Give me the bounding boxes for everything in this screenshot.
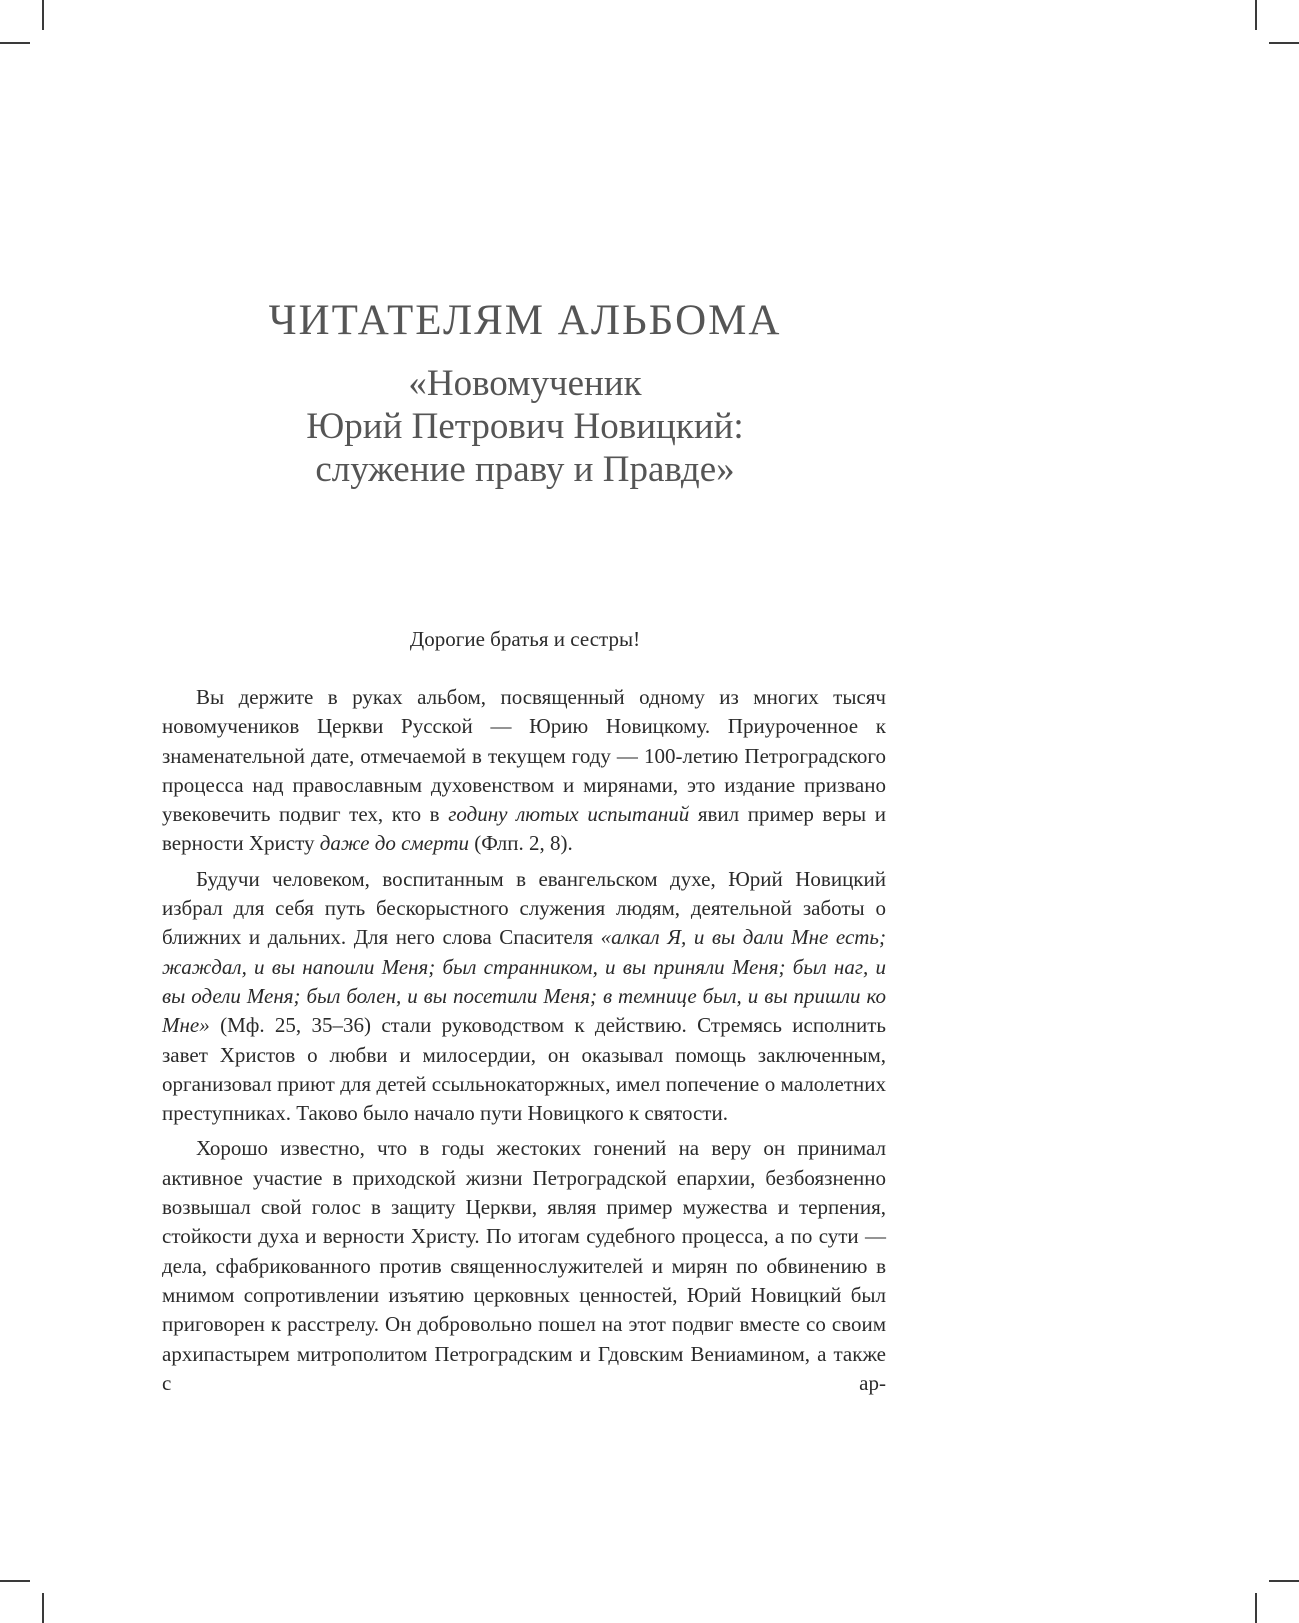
paragraph (162, 1134, 886, 1398)
crop-mark (42, 0, 44, 30)
text-run: Будучи человеком, воспитанным в евангельском духе, Юрий Новицкий избрал для себя путь бескорыстного служения людям, деятельной заботы о ближних и дальних. Для него слова Спасителя (162, 866, 886, 950)
subtitle-line: Юрий Петрович Новицкий: (306, 406, 744, 447)
emphasis: даже до смерти (319, 831, 470, 856)
subtitle-line: «Новомученик (408, 363, 642, 404)
crop-mark (1269, 1580, 1299, 1582)
greeting: Дорогие братья и сестры! (409, 627, 641, 651)
crop-mark (0, 42, 30, 44)
crop-mark (1255, 1593, 1257, 1623)
emphasis: «алкал Я, и вы дали Мне есть; жаждал, и вы напоили Меня; был странником, и вы приняли Меня; был наг, и вы одели Меня; был болен, и вы посетили Меня; в темнице был, и вы пришли ко Мне» (162, 925, 886, 1038)
text-run: явил пример веры и верности Христу (162, 802, 886, 856)
subtitle-line: служение праву и Правде» (315, 449, 735, 490)
paragraph (162, 683, 886, 859)
text-run: (Флп. 2, 8). (469, 831, 573, 856)
crop-mark (1269, 42, 1299, 44)
crop-mark (0, 1580, 30, 1582)
page-title: ЧИТАТЕЛЯМ АЛЬБОМА (268, 297, 782, 344)
body-text (162, 683, 886, 1398)
emphasis: годину лютых испытаний (448, 802, 690, 827)
crop-mark (1255, 0, 1257, 30)
text-run: Хорошо известно, что в годы жестоких гонений на веру он принимал активное участие в приходской жизни Петроградской епархии, безбоязненно возвышал свой голос в защиту Церкви, являя пример мужества и терпения, стойкости духа и верности Христу. По итогам судебного процесса, а по сути — дела, сфабрикованного против священнослужителей и мирян по обвинению в мнимом сопротивлении изъятию церковных ценностей, Юрий Новицкий был приговорен к расстрелу. Он добровольно пошел на этот подвиг вместе со своим архипастырем митрополитом Петроградским и Гдовским Вениамином, а также с ар- (162, 1136, 886, 1395)
page-subtitle (0, 362, 1050, 491)
text-run: (Мф. 25, 35–36) стали руководством к действию. Стремясь исполнить завет Христов о любви и милосердии, он оказывал помощь заключенным, организовал приют для детей ссыльнокаторжных, имел попечение о малолетних преступниках. Таково было начало пути Новицкого к святости. (162, 1013, 886, 1126)
crop-mark (42, 1593, 44, 1623)
paragraph (162, 865, 886, 1129)
text-run: Вы держите в руках альбом, посвященный одному из многих тысяч новомучеников Церкви Русской — Юрию Новицкому. Приуроченное к знаменательной дате, отмечаемой в текущем году — 100-летию Петроградского процесса над православным духовенством и мирянами, это издание призвано увековечить подвиг тех, кто в (162, 685, 886, 827)
